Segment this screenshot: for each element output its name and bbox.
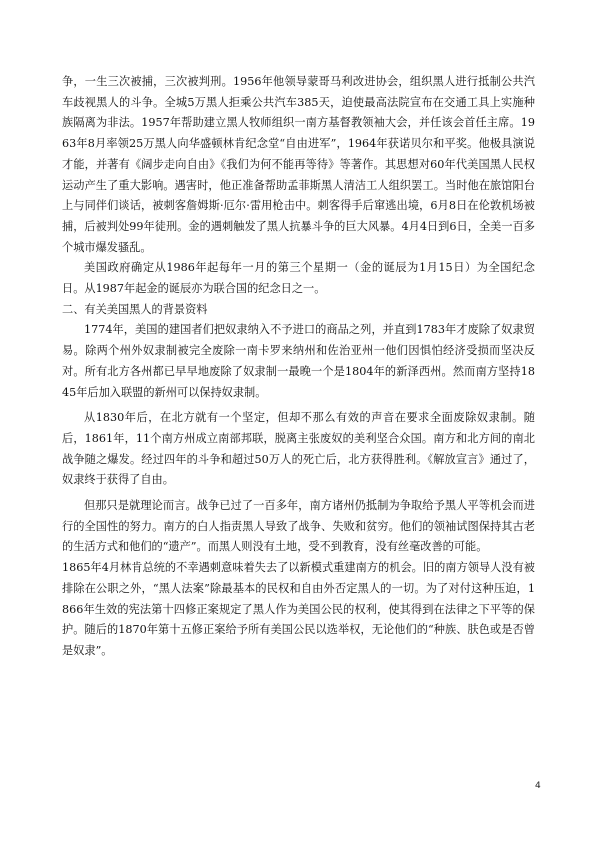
document-body (62, 72, 535, 662)
section-heading: 二、有关美国黑人的背景资料 (62, 302, 208, 316)
page-number: 4 (535, 781, 541, 791)
paragraph-theory: 但那只是就理论而言。战争已过了一百多年，南方诸州仍抵制为争取给予黑人平等机会而进行的全国性的努力。南方的白人指责黑人导致了战争、失败和贫穷。他们的领袖试图保持其古老的生活方式和他们的“遗产”。而黑人则没有土地，受不到教育，没有丝毫改善的可能。 (62, 499, 535, 554)
paragraph-king-biography: 争，一生三次被捕，三次被判刑。1956年他领导蒙哥马利改进协会，组织黑人进行抵制公共汽车歧视黑人的斗争。全城5万黑人拒乘公共汽车385天，迫使最高法院宣布在交通工具上实施种族隔离为非法。1957年帮助建立黑人牧师组织一南方基督教领袖大会，并任该会首任主席。1963年8月率领25万黑人向华盛顿林肯纪念堂“自由进军”，1964年获诺贝尔和平奖。他极具演说才能，并著有《阔步走向自由》《我们为何不能再等待》等著作。其思想对60年代美国黑人民权运动产生了重大影响。遇害时，他正准备帮助孟菲斯黑人清洁工人组织罢工。当时他在旅馆阳台上与同伴们谈话，被刺客詹姆斯·厄尔·雷用枪击中。刺客得手后窜逃出境，6月8日在伦敦机场被捕，后被判处99年徒刑。金的遇刺触发了黑人抗暴斗争的巨大风暴。4月4日到6日，全美一百多个城市爆发骚乱。 (62, 75, 535, 254)
paragraph-civil-war: 从1830年后，在北方就有一个坚定，但却不那么有效的声音在要求全面废除奴隶制。随后，1861年，11个南方州成立南部邦联，脱离主张废奴的美利坚合众国。南方和北方间的南北战争随之爆发。经过四年的斗争和超过50万人的死亡后，北方获得胜利。《解放宣言》通过了，奴隶终于获得了自由。 (62, 411, 535, 487)
paragraph-slavery-1774: 1774年，美国的建国者们把奴隶纳入不予进口的商品之列，并直到1783年才废除了奴隶贸易。除两个州外奴隶制被完全废除一南卡罗来纳州和佐治亚州一他们因惧怕经济受损而坚决反对。所有北方各州都已早早地废除了奴隶制一最晚一个是1804年的新泽西州。然而南方坚持1845年后加入联盟的新州可以保持奴隶制。 (62, 323, 535, 399)
paragraph-reconstruction: 1865年4月林肯总统的不幸遇刺意味着失去了以新模式重建南方的机会。旧的南方领导人没有被排除在公职之外，“黑人法案”除最基本的民权和自由外否定黑人的一切。为了对付这种压迫，1866年生效的宪法第十四修正案规定了黑人作为美国公民的权利，使其得到在法律之下平等的保护。随后的1870年第十五修正案给予所有美国公民以选举权，无论他们的“种族、肤色或是否曾是奴隶”。 (62, 561, 535, 657)
paragraph-memorial-day: 美国政府确定从1986年起每年一月的第三个星期一（金的诞辰为1月15日）为全国纪念日。从1987年起金的诞辰亦为联合国的纪念日之一。 (62, 261, 535, 296)
